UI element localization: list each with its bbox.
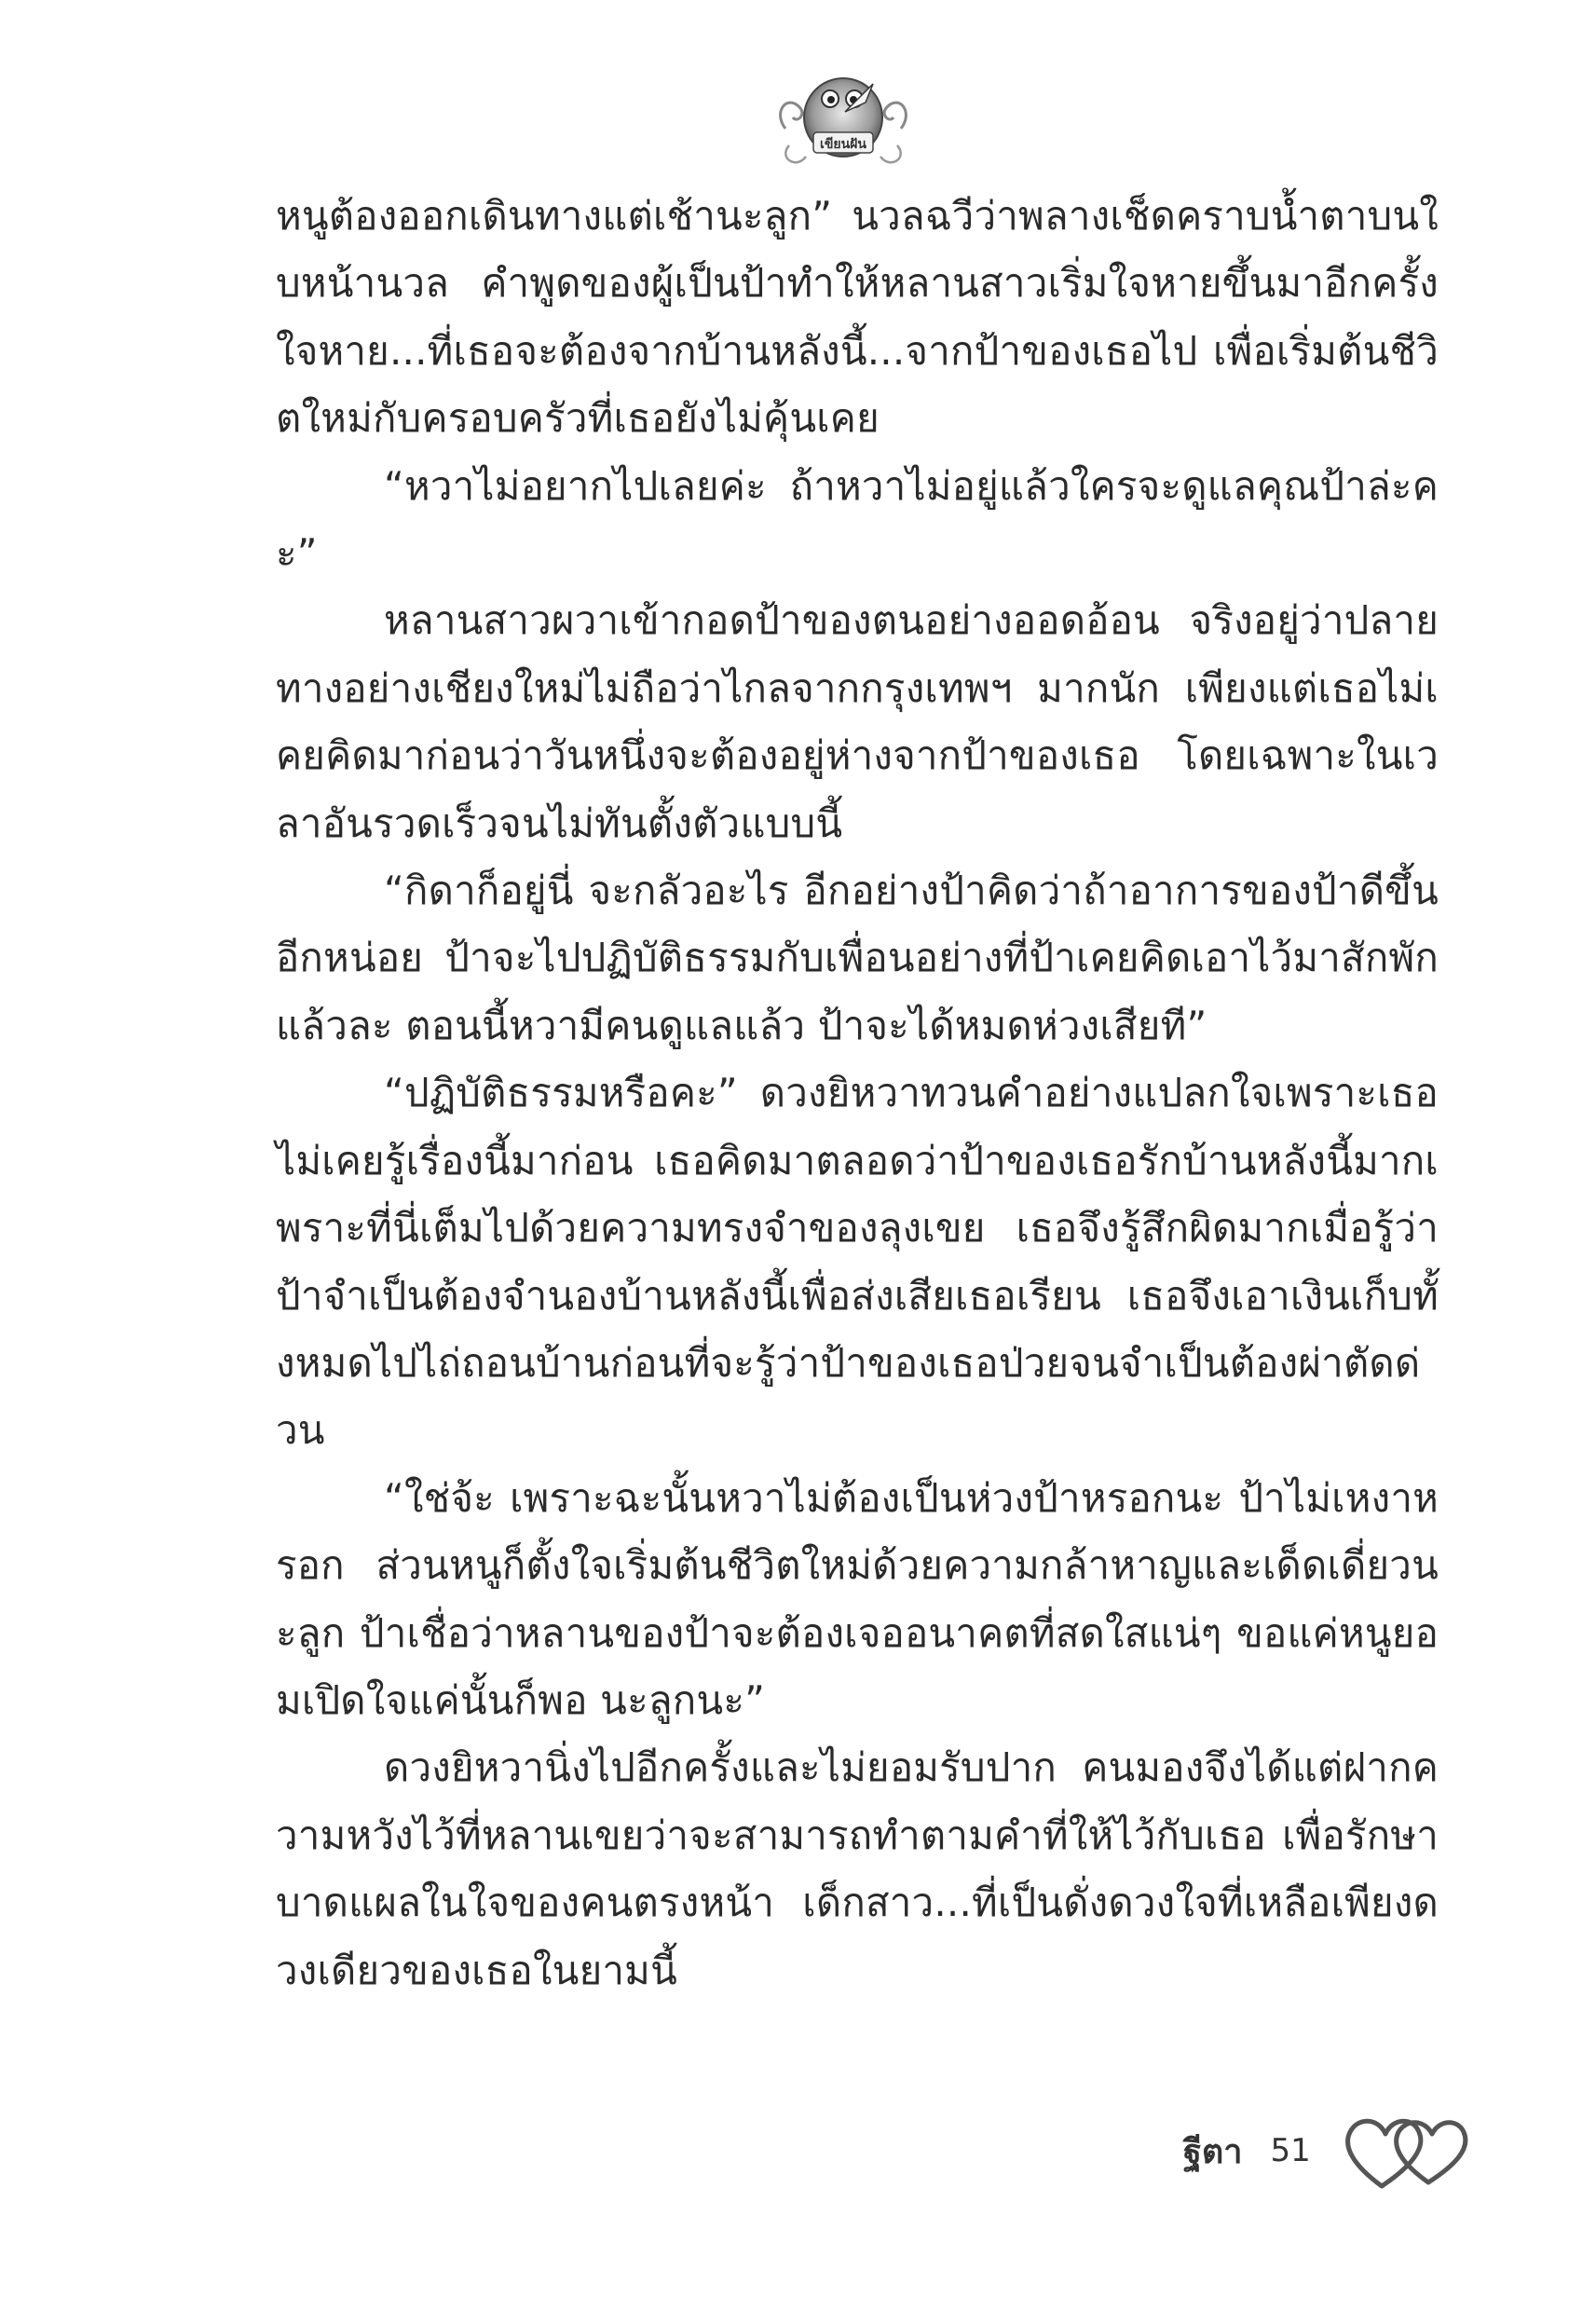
emblem-label: เขียนฝัน [820, 137, 866, 152]
double-heart-icon [1337, 2104, 1477, 2197]
body-text [276, 183, 1439, 2004]
author-name: ฐีตา [1183, 2132, 1243, 2171]
paragraph: หลานสาวผวาเข้ากอดป้าของตนอย่างออดอ้อน จริงอยู่ว่าปลายทางอย่างเชียงใหม่ไม่ถือว่าไกลจากกรุงเทพฯ มากนัก เพียงแต่เธอไม่เคยคิดมาก่อนว่าวันหนึ่งจะต้องอยู่ห่างจากป้าของเธอ โดยเฉพาะในเวลาอันรวดเร็วจนไม่ทันตั้งตัวแบบนี้ [276, 597, 1439, 846]
page-number: 51 [1270, 2132, 1311, 2169]
paragraph: “หวาไม่อยากไปเลยค่ะ ถ้าหวาไม่อยู่แล้วใครจะดูแลคุณป้าล่ะคะ” [276, 462, 1439, 577]
paragraph: “ใช่จ้ะ เพราะฉะนั้นหวาไม่ต้องเป็นห่วงป้าหรอกนะ ป้าไม่เหงาหรอก ส่วนหนูก็ตั้งใจเริ่มต้นชีวิตใหม่ด้วยความกล้าหาญและเด็ดเดี่ยวนะลูก ป้าเชื่อว่าหลานของป้าจะต้องเจออนาคตที่สดใสแน่ๆ ขอแค่หนูยอมเปิดใจแค่นั้นก็พอ นะลูกนะ” [276, 1474, 1439, 1723]
page-footer [1183, 2104, 1477, 2197]
publisher-emblem-icon [769, 56, 918, 186]
paragraph: ดวงยิหวานิ่งไปอีกครั้งและไม่ยอมรับปาก คนมองจึงได้แต่ฝากความหวังไว้ที่หลานเขยว่าจะสามารถทำตามคำที่ให้ไว้กับเธอ เพื่อรักษาบาดแผลในใจของคนตรงหน้า เด็กสาว...ที่เป็นดั่งดวงใจที่เหลือเพียงดวงเดียวของเธอในยามนี้ [276, 1744, 1439, 1993]
paragraph: “กิดาก็อยู่นี่ จะกลัวอะไร อีกอย่างป้าคิดว่าถ้าอาการของป้าดีขึ้นอีกหน่อย ป้าจะไปปฏิบัติธรรมกับเพื่อนอย่างที่ป้าเคยคิดเอาไว้มาสักพักแล้วละ ตอนนี้หวามีคนดูแลแล้ว ป้าจะได้หมดห่วงเสียที” [276, 868, 1439, 1048]
paragraph: “ปฏิบัติธรรมหรือคะ” ดวงยิหวาทวนคำอย่างแปลกใจเพราะเธอไม่เคยรู้เรื่องนี้มาก่อน เธอคิดมาตลอดว่าป้าของเธอรักบ้านหลังนี้มากเพราะที่นี่เต็มไปด้วยความทรงจำของลุงเขย เธอจึงรู้สึกผิดมากเมื่อรู้ว่าป้าจำเป็นต้องจำนองบ้านหลังนี้เพื่อส่งเสียเธอเรียน เธอจึงเอาเงินเก็บทั้งหมดไปไถ่ถอนบ้านก่อนที่จะรู้ว่าป้าของเธอป่วยจนจำเป็นต้องผ่าตัดด่วน [276, 1070, 1439, 1454]
paragraph: หนูต้องออกเดินทางแต่เช้านะลูก” นวลฉวีว่าพลางเช็ดคราบน้ำตาบนใบหน้านวล คำพูดของผู้เป็นป้าทำให้หลานสาวเริ่มใจหายขึ้นมาอีกครั้ง ใจหาย...ที่เธอจะต้องจากบ้านหลังนี้...จากป้าของเธอไป เพื่อเริ่มต้นชีวิตใหม่กับครอบครัวที่เธอยังไม่คุ้นเคย [276, 193, 1439, 442]
